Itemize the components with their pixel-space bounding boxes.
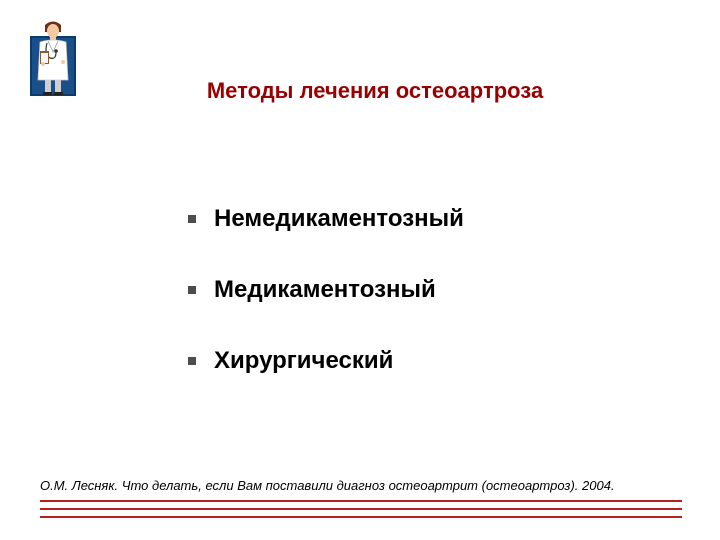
footer-divider bbox=[40, 508, 682, 510]
square-bullet-icon bbox=[188, 215, 196, 223]
list-item bbox=[188, 271, 464, 309]
bullet-text-non-drug: Немедикаментозный bbox=[214, 205, 464, 232]
list-item bbox=[188, 342, 464, 380]
list-item bbox=[188, 200, 464, 238]
footer-divider bbox=[40, 500, 682, 502]
bullet-text-drug: Медикаментозный bbox=[214, 276, 436, 303]
square-bullet-icon bbox=[188, 357, 196, 365]
bullet-list bbox=[188, 200, 464, 413]
slide-title: Методы лечения остеоартроза bbox=[206, 78, 544, 103]
citation: О.М. Лесняк. Что делать, если Вам поставили диагноз остеоартрит (остеоартроз). 2004. bbox=[40, 478, 615, 493]
bullet-text-surgical: Хирургический bbox=[214, 347, 394, 374]
square-bullet-icon bbox=[188, 286, 196, 294]
footer-divider bbox=[40, 516, 682, 518]
